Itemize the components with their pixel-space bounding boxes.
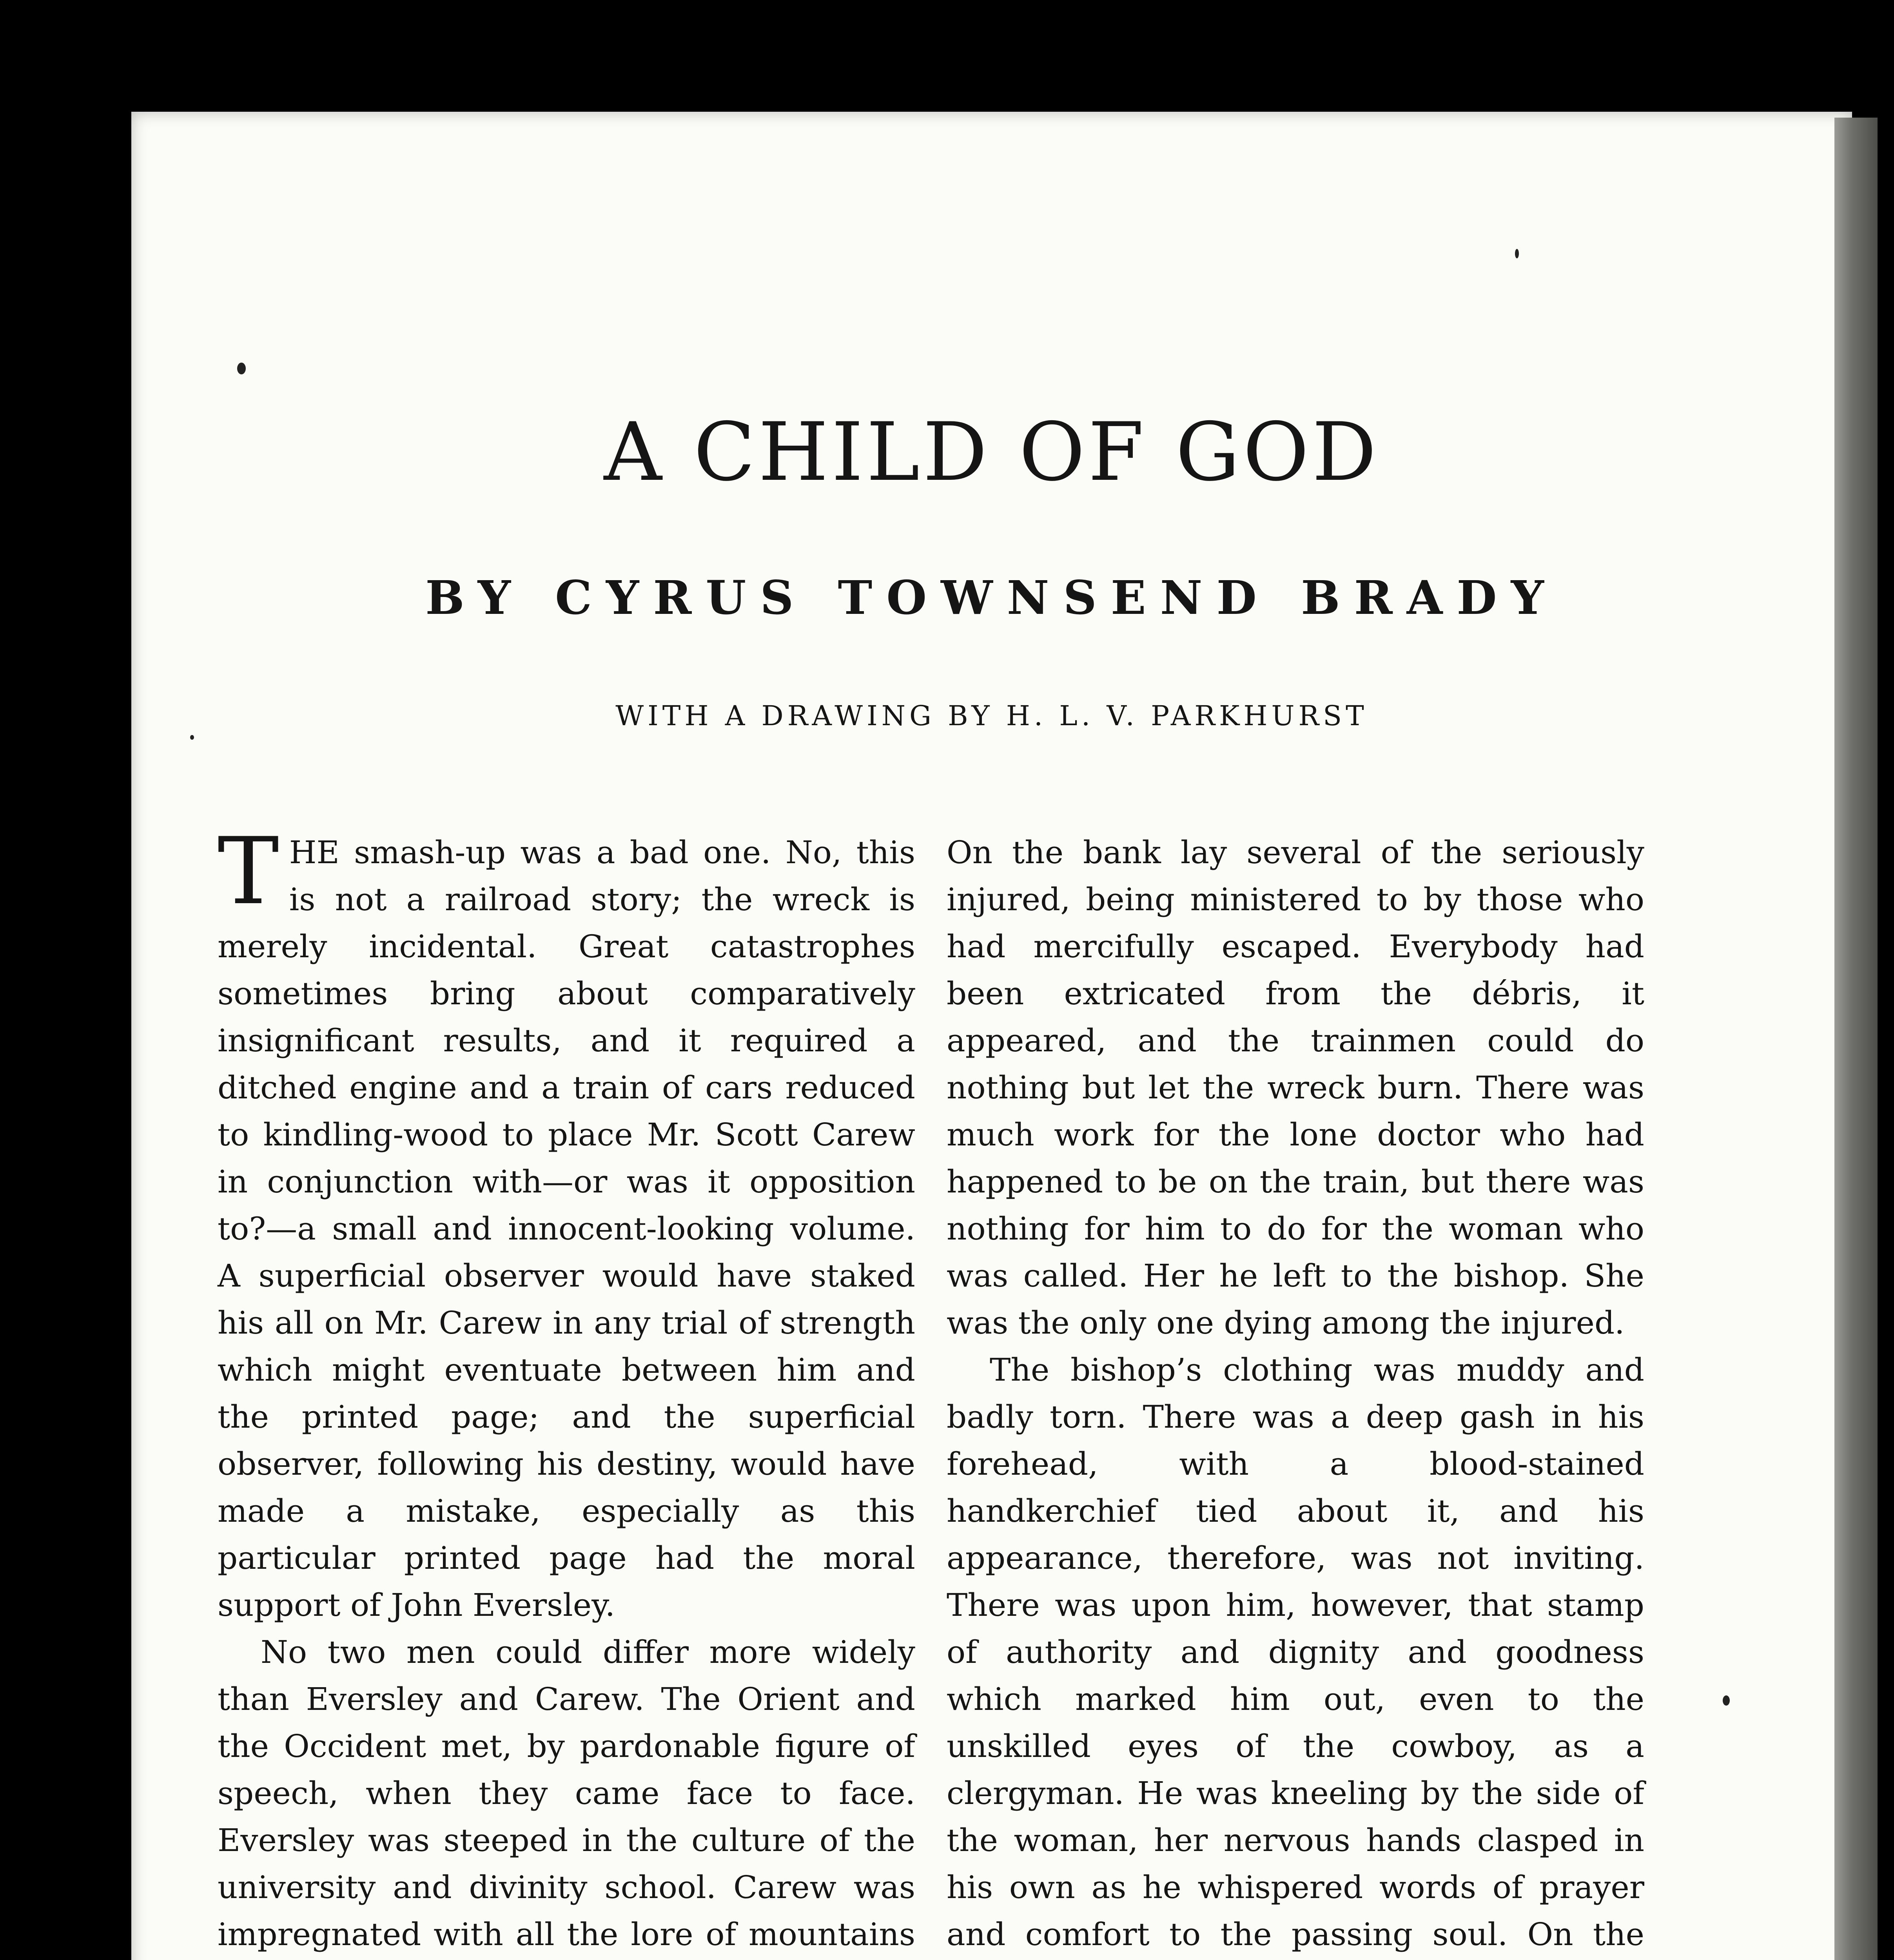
page-spine-shadow (1834, 118, 1878, 1960)
dust-speck (237, 363, 246, 374)
dust-speck (190, 735, 194, 740)
article-title: A CHILD OF GOD (604, 406, 1380, 499)
paragraph: No two men could differ more widely than Eversley and Carew. The Orient and the Occident met, by pardonable figure of speech, when they came face to face. Eversley was steeped in the culture of the university and divinity school. Carew was impregnated with all the lore of mountains (218, 1634, 915, 1953)
article-body (218, 818, 1774, 1960)
article-byline: BY CYRUS TOWNSEND BRADY (425, 570, 1558, 625)
drop-cap: T (218, 818, 279, 925)
paragraph: THE smash-up was a bad one. No, this is not a railroad story; the wreck is merely incidental. Great catastrophes sometimes bring about comparatively insignificant results, and it required a ditched engine and a train of cars reduced to kindling-wood to place Mr. Scott Carew in conjunction with—or was it opposition to?—a small and innocent-looking volume. A superficial observer would have staked his all on Mr. Carew in any trial of strength which might eventuate between him and the printed page; and the superficial observer, following his destiny, would have made a mistake, especially as this particular printed page had the moral support of John Eversley. (218, 818, 915, 1623)
left-column (218, 818, 915, 1960)
paragraph: On the bank lay several of the seriously injured, being ministered to by those who had mercifully escaped. Everybody had been extricated from the débris, it appeared, and the trainmen could do nothing but let the wreck burn. There was much work for the lone doctor who had happened to be on the train, but there was nothing for him to do for the woman who was called. Her he left to the bishop. She was the only one dying among the injured. (947, 834, 1644, 1341)
illustration-credit: WITH A DRAWING BY H. L. V. PARKHURST (615, 700, 1368, 732)
dust-speck (1515, 249, 1519, 258)
right-column (947, 829, 1644, 1960)
dust-speck (1723, 1695, 1730, 1706)
magazine-page (131, 112, 1852, 1960)
paragraph: The bishop’s clothing was muddy and badly torn. There was a deep gash in his forehead, with a blood-stained handkerchief tied about it, and his appearance, therefore, was not inviting. There was upon him, however, that stamp of authority and dignity and goodness which marked him out, even to the unskilled eyes of the cowboy, as a clergyman. He was kneeling by the side of the woman, her nervous hands clasped in his own as he whispered words of prayer and comfort to the passing soul. On the (947, 1352, 1644, 1953)
